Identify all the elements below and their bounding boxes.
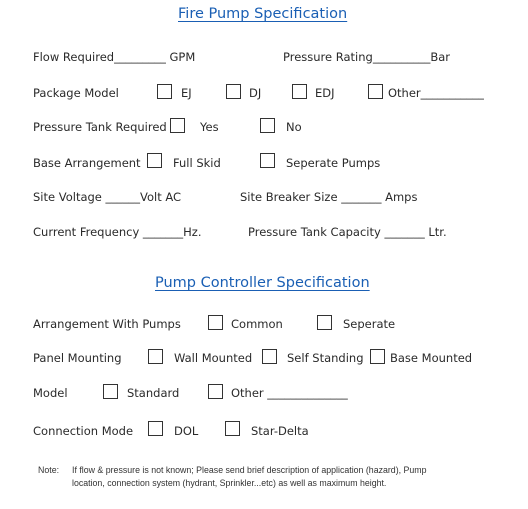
fire-pump-title: Fire Pump Specification [178, 6, 348, 22]
pressure-tank-required-label: Pressure Tank Required [33, 120, 167, 134]
yes-checkbox[interactable] [170, 118, 185, 133]
other-package-checkbox[interactable] [368, 84, 383, 99]
panel-mounting-label: Panel Mounting [33, 351, 122, 365]
wall-mounted-checkbox[interactable] [148, 349, 163, 364]
other-package-field[interactable]: Other___________ [388, 86, 484, 100]
pump-controller-title: Pump Controller Specification [155, 275, 370, 291]
wall-mounted-label: Wall Mounted [174, 351, 253, 365]
base-mounted-checkbox[interactable] [370, 349, 385, 364]
common-checkbox[interactable] [208, 315, 223, 330]
self-standing-label: Self Standing [287, 351, 364, 365]
separate-checkbox[interactable] [317, 315, 332, 330]
self-standing-checkbox[interactable] [262, 349, 277, 364]
base-mounted-label: Base Mounted [390, 351, 473, 365]
dol-checkbox[interactable] [148, 421, 163, 436]
no-checkbox[interactable] [260, 118, 275, 133]
ej-checkbox[interactable] [157, 84, 172, 99]
star-delta-checkbox[interactable] [225, 421, 240, 436]
connection-mode-label: Connection Mode [33, 424, 134, 438]
note-label: Note: [38, 465, 60, 475]
star-delta-label: Star-Delta [251, 424, 309, 438]
standard-checkbox[interactable] [103, 384, 118, 399]
pressure-rating-field[interactable]: Pressure Rating__________Bar [283, 50, 451, 64]
current-frequency-field[interactable]: Current Frequency _______Hz. [33, 225, 202, 239]
no-label: No [286, 120, 302, 134]
package-model-label: Package Model [33, 86, 119, 100]
pressure-tank-capacity-field[interactable]: Pressure Tank Capacity _______ Ltr. [248, 225, 447, 239]
full-skid-label: Full Skid [173, 156, 221, 170]
separate-pumps-label: Seperate Pumps [286, 156, 381, 170]
full-skid-checkbox[interactable] [147, 153, 162, 168]
note-line-2: location, connection system (hydrant, Sprinkler...etc) as well as maximum height. [72, 478, 387, 488]
arrangement-label: Arrangement With Pumps [33, 317, 181, 331]
site-voltage-field[interactable]: Site Voltage ______Volt AC [33, 190, 182, 204]
edj-label: EDJ [315, 86, 335, 100]
edj-checkbox[interactable] [292, 84, 307, 99]
separate-pumps-checkbox[interactable] [260, 153, 275, 168]
dol-label: DOL [174, 424, 199, 438]
standard-label: Standard [127, 386, 180, 400]
base-arrangement-label: Base Arrangement [33, 156, 141, 170]
other-model-checkbox[interactable] [208, 384, 223, 399]
separate-label: Seperate [343, 317, 396, 331]
ej-label: EJ [181, 86, 192, 100]
model-label: Model [33, 386, 68, 400]
site-breaker-field[interactable]: Site Breaker Size _______ Amps [240, 190, 418, 204]
common-label: Common [231, 317, 283, 331]
yes-label: Yes [200, 120, 219, 134]
dj-label: DJ [249, 86, 262, 100]
note-line-1: If flow & pressure is not known; Please send brief description of application (hazard), Pump [72, 465, 427, 475]
flow-required-field[interactable]: Flow Required_________ GPM [33, 50, 196, 64]
dj-checkbox[interactable] [226, 84, 241, 99]
other-model-field[interactable]: Other ______________ [231, 386, 348, 400]
